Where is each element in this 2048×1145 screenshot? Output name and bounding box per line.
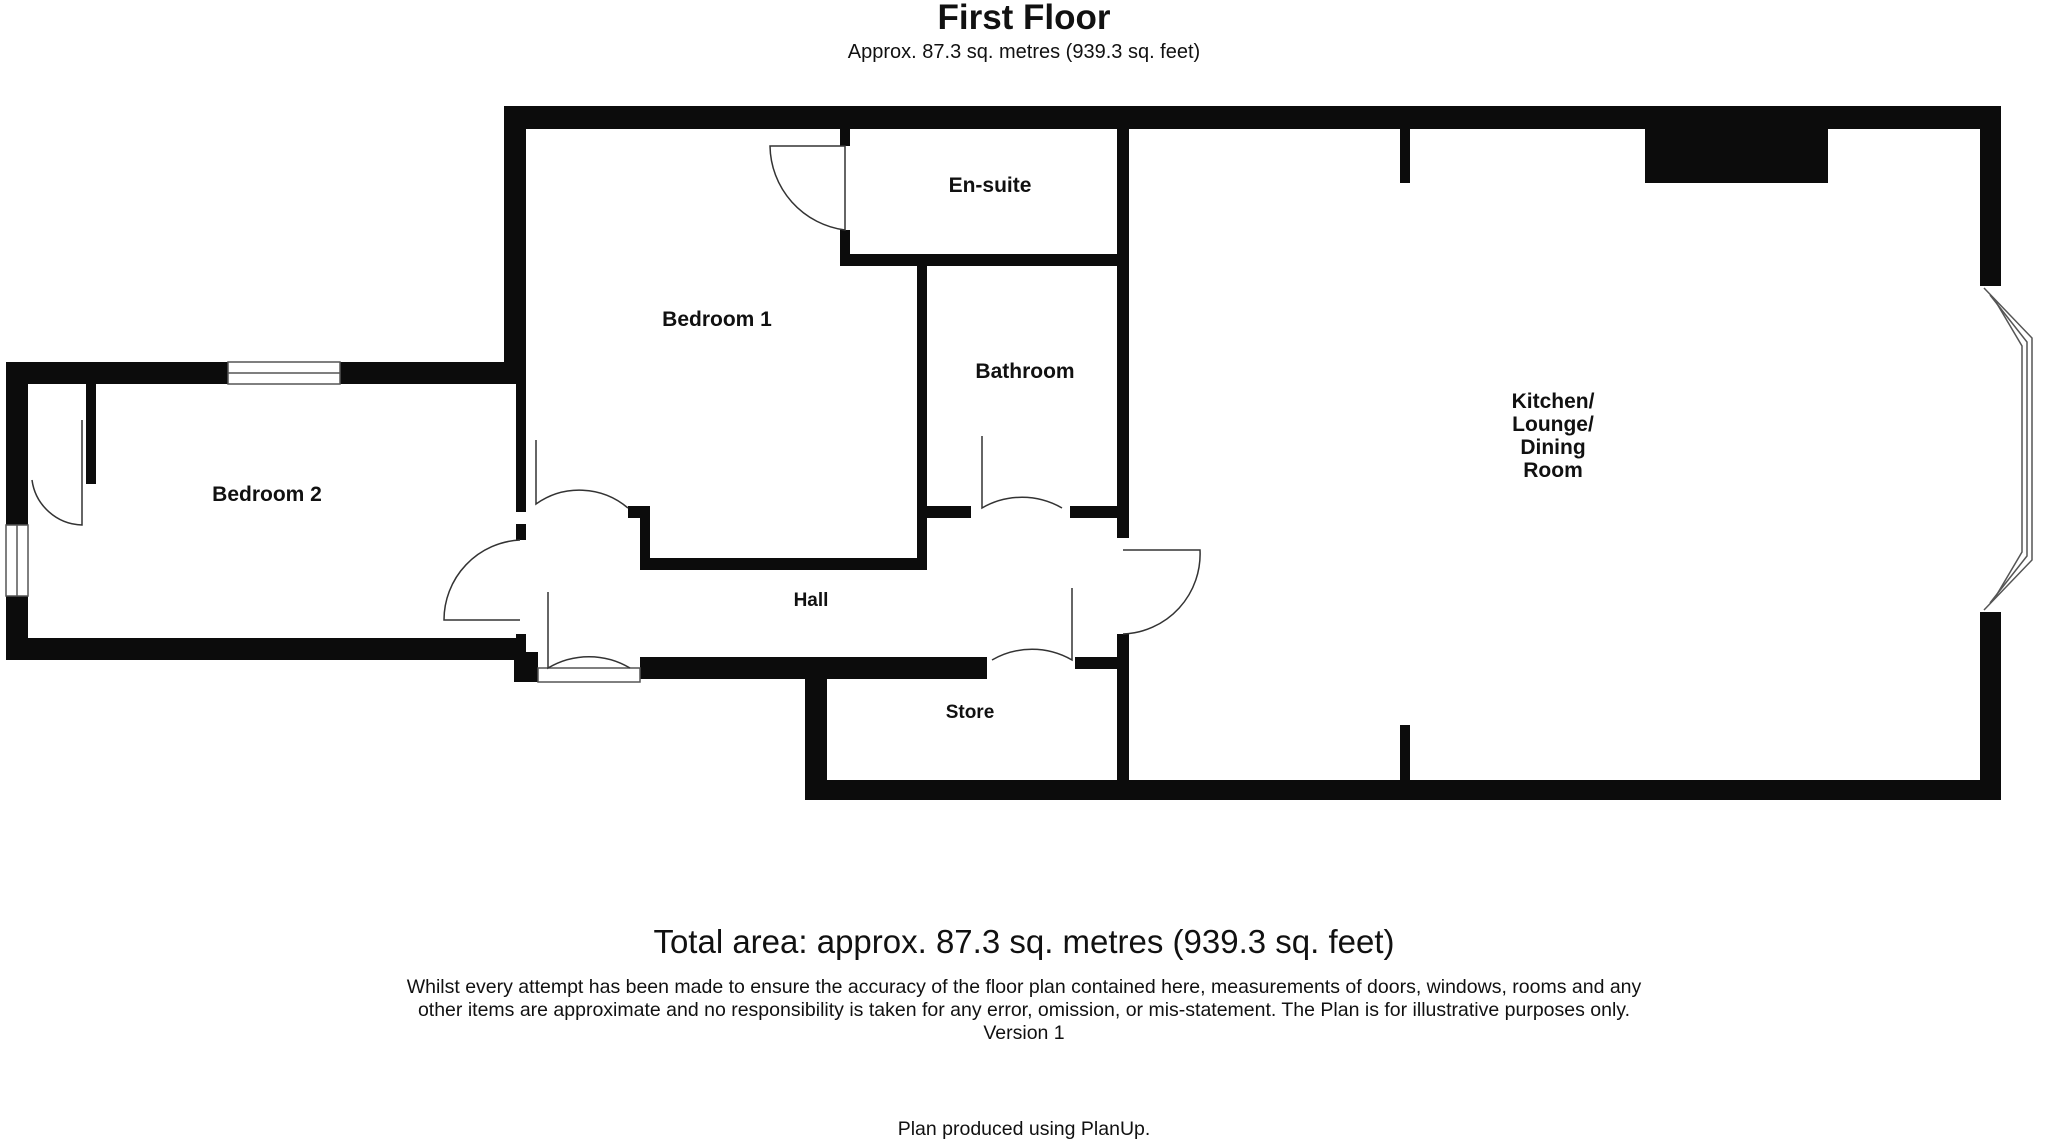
bedroom2-door [444, 540, 520, 620]
wall [1980, 106, 2001, 286]
wall [927, 506, 971, 518]
wall [514, 652, 538, 682]
store-door [992, 588, 1072, 660]
wall [6, 362, 28, 525]
bay-window [1984, 288, 2032, 610]
version-label: Version 1 [983, 1022, 1065, 1044]
plan-credit: Plan produced using PlanUp. [897, 1118, 1151, 1140]
wall [640, 558, 927, 570]
room-label-bedroom1: Bedroom 1 [662, 308, 772, 331]
wall [504, 106, 526, 366]
bay-window-pane [1996, 302, 2022, 596]
wall [1070, 506, 1129, 518]
windows [6, 362, 640, 682]
room-label-kitchen-line3: Dining [1520, 436, 1586, 459]
wall [840, 128, 850, 146]
doors [32, 146, 1200, 668]
wall [1980, 612, 2001, 800]
bay-window-outline [1984, 288, 2032, 610]
walls [6, 106, 2001, 800]
room-label-bathroom: Bathroom [975, 360, 1075, 383]
wall [1400, 725, 1410, 783]
room-label-kitchen-line4: Room [1523, 459, 1583, 482]
room-label-bedroom2: Bedroom 2 [212, 483, 322, 506]
wall [516, 524, 526, 540]
wall [516, 384, 526, 512]
chimney-breast [1645, 128, 1828, 183]
wall [917, 262, 927, 570]
disclaimer-line-2: other items are approximate and no responsibility is taken for any error, omission, or mis-statement. The Plan is for illustrative purposes only. [417, 999, 1631, 1021]
wall [516, 634, 526, 652]
wall [640, 657, 987, 679]
wall [840, 230, 850, 260]
bedroom1-door [536, 440, 628, 508]
disclaimer-line-1: Whilst every attempt has been made to ensure the accuracy of the floor plan contained here, measurements of doors, windows, rooms and any [406, 976, 1642, 998]
wall [504, 106, 2001, 129]
room-label-ensuite: En-suite [948, 174, 1032, 197]
front-door-sill [538, 668, 640, 682]
wall [86, 384, 96, 484]
room-label-kitchen-line2: Lounge/ [1512, 413, 1594, 436]
wall [1117, 128, 1129, 538]
wall [840, 254, 1120, 266]
cupboard-door [32, 420, 82, 525]
ensuite-door [770, 146, 845, 230]
bathroom-door [982, 436, 1062, 508]
wall [628, 506, 650, 518]
floor-title: First Floor [937, 0, 1111, 37]
wall [1400, 128, 1410, 183]
room-label-hall: Hall [793, 590, 829, 611]
total-area: Total area: approx. 87.3 sq. metres (939.3 sq. feet) [653, 923, 1395, 960]
kitchen-door [1123, 550, 1200, 634]
floor-area-subtitle: Approx. 87.3 sq. metres (939.3 sq. feet) [847, 41, 1201, 63]
room-label-store: Store [945, 702, 995, 723]
front-door [548, 592, 630, 668]
wall [1075, 657, 1129, 669]
wall [1117, 634, 1129, 784]
room-label-kitchen-line1: Kitchen/ [1511, 390, 1595, 413]
wall [6, 638, 516, 660]
wall [805, 665, 827, 800]
